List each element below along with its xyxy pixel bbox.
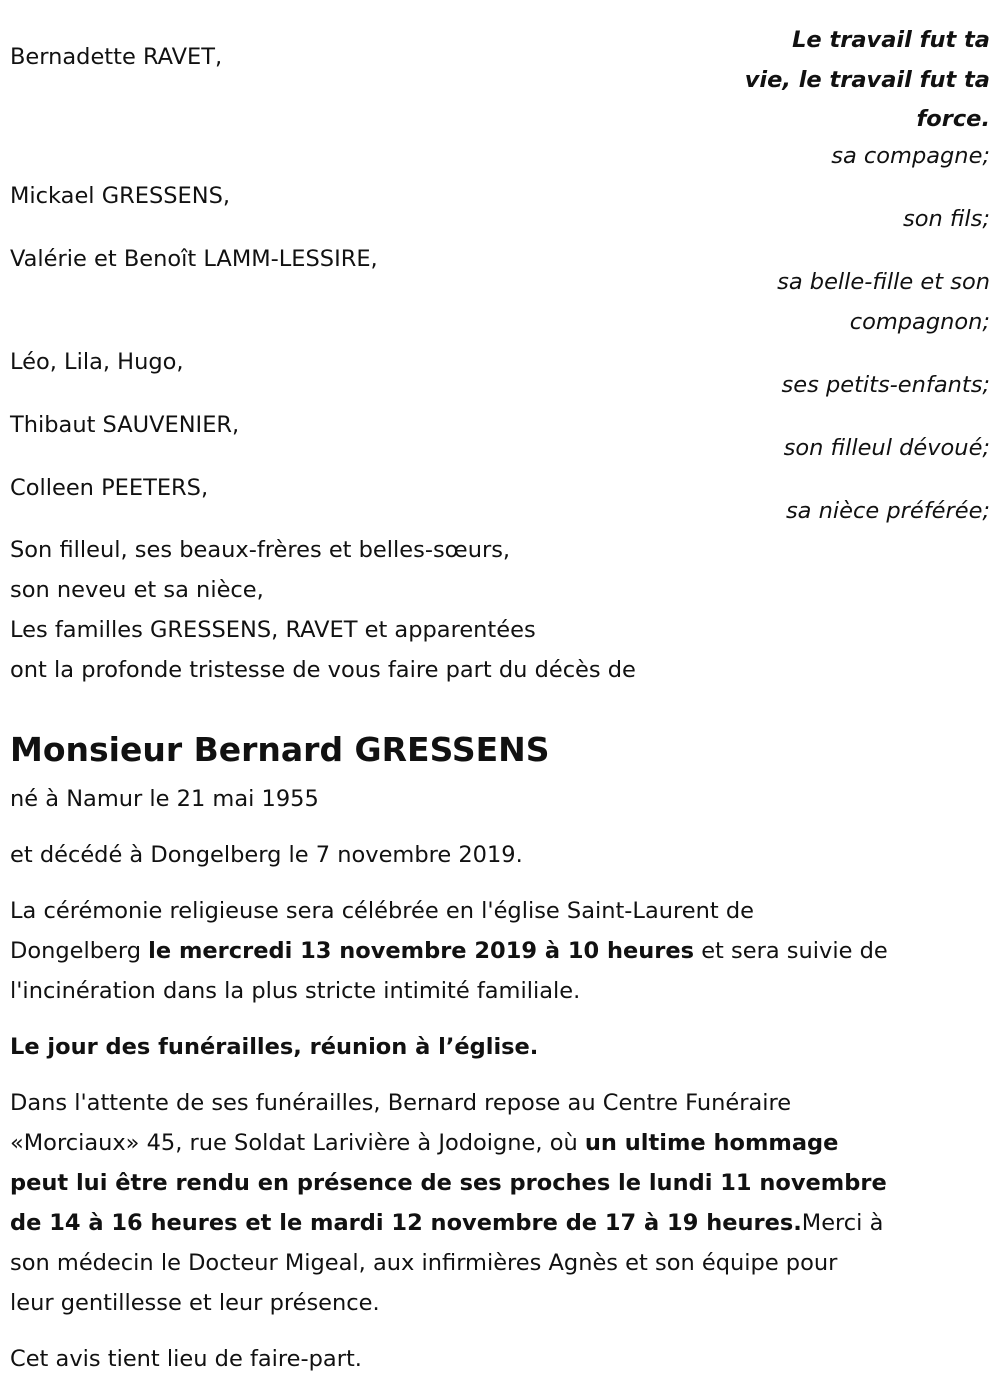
family-name: Bernadette RAVET, [10,44,223,70]
text-line [10,937,888,965]
text-line: Les familles GRESSENS, RAVET et apparentées [10,617,536,643]
birth-line: né à Namur le 21 mai 1955 [10,786,319,812]
family-relation: sa nièce préférée; [785,498,990,524]
family-relation: sa belle-fille et son [777,269,990,295]
text-line: ont la profonde tristesse de vous faire part du décès de [10,657,636,683]
text-line: Son filleul, ses beaux-frères et belles-sœurs, [10,537,511,563]
text: «Morciaux» 45, rue Soldat Larivière à Jodoigne, où [10,1130,585,1156]
family-name: Valérie et Benoît LAMM-LESSIRE, [10,246,378,272]
text: et sera suivie de [694,938,888,964]
ceremony-date: le mercredi 13 novembre 2019 à 10 heures [148,938,695,964]
family-name: Colleen PEETERS, [10,475,209,501]
text-line: peut lui être rendu en présence de ses proches le lundi 11 novembre [10,1170,887,1196]
bold-text: un ultime hommage [584,1130,839,1156]
deceased-name: Monsieur Bernard GRESSENS [10,730,550,769]
family-relation: compagnon; [849,309,990,335]
text-line [10,1209,883,1237]
family-name: Mickael GRESSENS, [10,183,231,209]
quote-line: force. [916,106,990,132]
text: Dongelberg [10,938,149,964]
text-line: l'incinération dans la plus stricte intimité familiale. [10,978,581,1004]
family-relation: ses petits-enfants; [781,372,990,398]
family-relation: son fils; [903,206,990,232]
quote-line: vie, le travail fut ta [744,67,990,93]
text-line: La cérémonie religieuse sera célébrée en l'église Saint-Laurent de [10,898,754,924]
family-relation: sa compagne; [831,143,990,169]
text-line: son neveu et sa nièce, [10,577,264,603]
bold-text: de 14 à 16 heures et le mardi 12 novembre de 17 à 19 heures. [10,1210,802,1236]
reunion-note: Le jour des funérailles, réunion à l’église. [10,1034,539,1060]
text-line: son médecin le Docteur Migeal, aux infirmières Agnès et son équipe pour [10,1250,838,1276]
death-line: et décédé à Dongelberg le 7 novembre 2019. [10,842,523,868]
quote-line: Le travail fut ta [792,27,990,53]
closing-line: Cet avis tient lieu de faire-part. [10,1346,362,1372]
family-name: Thibaut SAUVENIER, [10,412,240,438]
text-line: leur gentillesse et leur présence. [10,1290,380,1316]
family-relation: son filleul dévoué; [783,435,990,461]
family-name: Léo, Lila, Hugo, [10,349,184,375]
text: Merci à [801,1210,884,1236]
text-line: Dans l'attente de ses funérailles, Bernard repose au Centre Funéraire [10,1090,792,1116]
text-line [10,1129,838,1157]
